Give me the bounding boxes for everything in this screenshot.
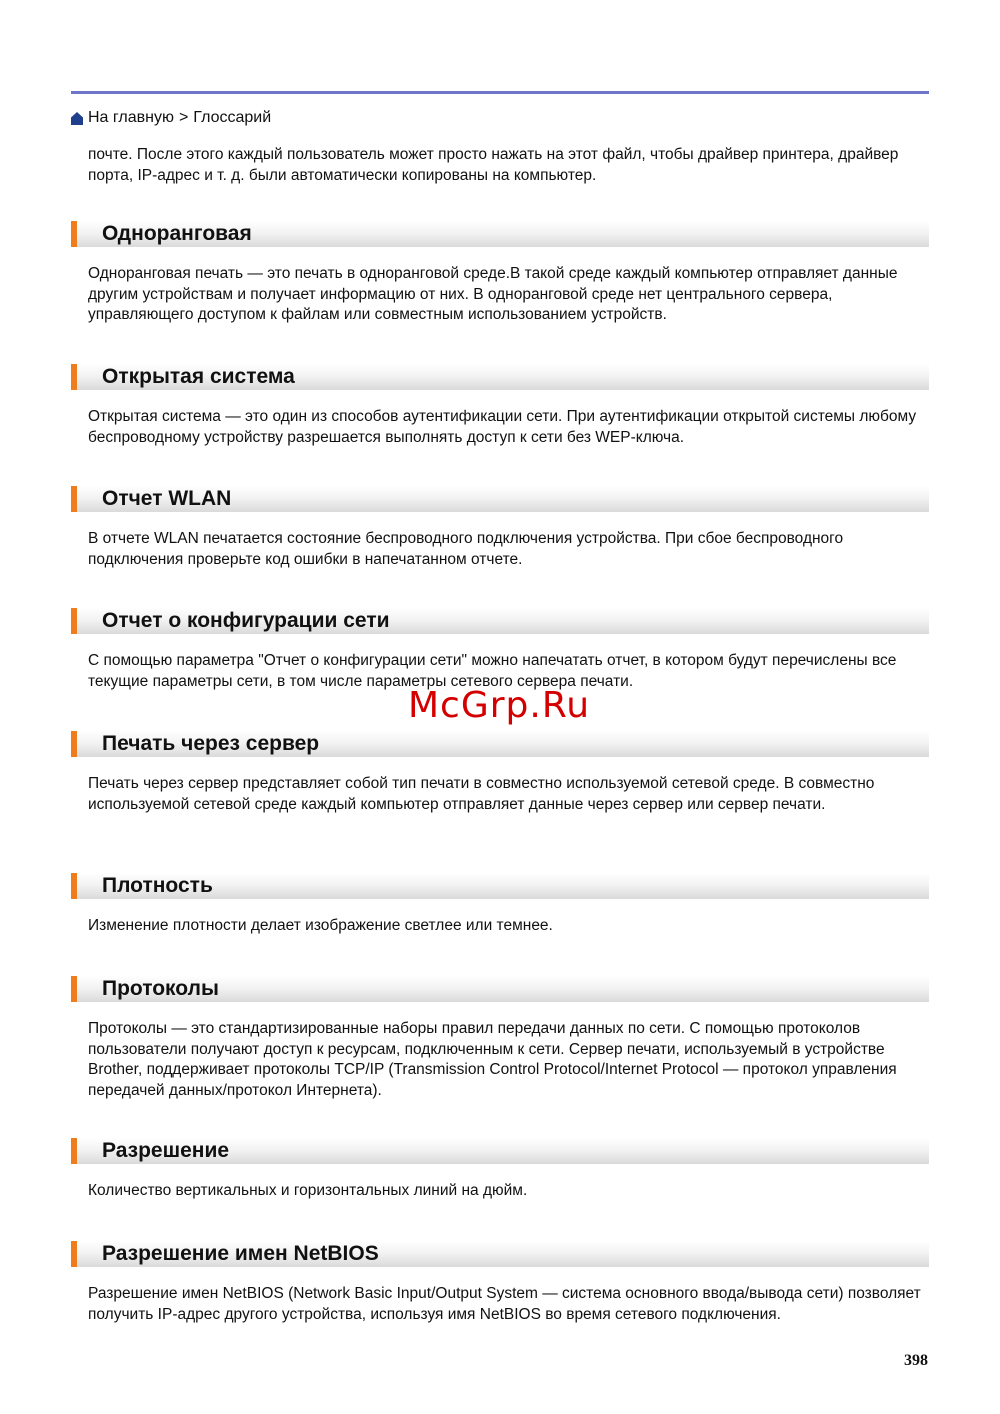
section-header: [71, 1241, 929, 1267]
section-title: Отчет WLAN: [102, 487, 232, 510]
section-body: Количество вертикальных и горизонтальных линий на дюйм.: [88, 1182, 528, 1199]
section-header: [71, 873, 929, 899]
section-title: Отчет о конфигурации сети: [102, 609, 390, 632]
section-body: Разрешение имен NetBIOS (Network Basic Input/Output System — система основного ввода/вывода сети) позволяет получить IP-адрес другого устройства, используя имя NetBIOS во время сетевого подключения.: [88, 1285, 921, 1323]
section-body: В отчете WLAN печатается состояние беспроводного подключения устройства. При сбое беспроводного подключения проверьте код ошибки в напечатанном отчете.: [88, 530, 844, 568]
section-accent-bar: [71, 1138, 77, 1164]
section-protokoly: [71, 976, 929, 1101]
breadcrumb: [71, 109, 271, 127]
section-title: Плотность: [102, 874, 213, 897]
breadcrumb-current: Глоссарий: [193, 109, 272, 126]
section-razreshenie: [71, 1138, 929, 1202]
section-otchet-konfiguracii: [71, 608, 929, 692]
section-title: Протоколы: [102, 977, 219, 1000]
section-odnorangovaya: [71, 221, 929, 326]
home-icon[interactable]: [71, 112, 83, 125]
watermark: McGrp.Ru: [408, 685, 591, 726]
section-title: Разрешение: [102, 1139, 230, 1162]
section-pechat-cherez-server: [71, 731, 929, 815]
section-header: [71, 364, 929, 390]
section-accent-bar: [71, 1241, 77, 1267]
section-body: С помощью параметра "Отчет о конфигурации сети" можно напечатать отчет, в котором будут перечислены все текущие параметры сети, в том числе параметры сетевого сервера печати.: [88, 652, 897, 690]
section-title: Одноранговая: [102, 222, 252, 245]
section-header: [71, 608, 929, 634]
section-body: Одноранговая печать — это печать в одноранговой среде.В такой среде каждый компьютер отправляет данные другим устройствам и получает информацию от них. В одноранговой среде нет центрального сервера, управляющего доступом к файлам или совместным использованием устройств.: [88, 265, 898, 323]
section-otkrytaya-sistema: [71, 364, 929, 448]
breadcrumb-separator: >: [178, 109, 189, 126]
section-accent-bar: [71, 608, 77, 634]
section-accent-bar: [71, 731, 77, 757]
breadcrumb-home-link[interactable]: На главную: [88, 109, 174, 126]
page-number: 398: [904, 1352, 928, 1369]
section-accent-bar: [71, 486, 77, 512]
section-body: Печать через сервер представляет собой тип печати в совместно используемой сетевой среде. В совместно используемой сетевой среде каждый компьютер отправляет данные через сервер или сервер печати.: [88, 775, 875, 813]
header-rule: [71, 91, 929, 94]
section-title: Печать через сервер: [102, 732, 320, 755]
section-header: [71, 976, 929, 1002]
section-body: Изменение плотности делает изображение светлее или темнее.: [88, 917, 553, 934]
section-body: Протоколы — это стандартизированные наборы правил передачи данных по сети. С помощью протоколов пользователи получают доступ к ресурсам, подключенным к сети. Сервер печати, используемый в устройстве Brother, поддерживает протоколы TCP/IP (Transmission Control Protocol/Internet Protocol — протокол управления передачей данных/протокол Интернета).: [88, 1020, 897, 1099]
section-accent-bar: [71, 221, 77, 247]
section-header: [71, 731, 929, 757]
section-title: Разрешение имен NetBIOS: [102, 1242, 379, 1265]
section-title: Открытая система: [102, 365, 295, 388]
section-accent-bar: [71, 976, 77, 1002]
section-accent-bar: [71, 364, 77, 390]
section-header: [71, 486, 929, 512]
section-accent-bar: [71, 873, 77, 899]
section-header: [71, 1138, 929, 1164]
intro-paragraph: почте. После этого каждый пользователь может просто нажать на этот файл, чтобы драйвер принтера, драйвер порта, IP-адрес и т. д. были автоматически копированы на компьютер.: [88, 146, 899, 184]
section-razreshenie-netbios: [71, 1241, 929, 1325]
section-header: [71, 221, 929, 247]
section-otchet-wlan: [71, 486, 929, 570]
section-body: Открытая система — это один из способов аутентификации сети. При аутентификации открытой системы любому беспроводному устройству разрешается выполнять доступ к сети без WEP-ключа.: [88, 408, 917, 446]
section-plotnost: [71, 873, 929, 937]
